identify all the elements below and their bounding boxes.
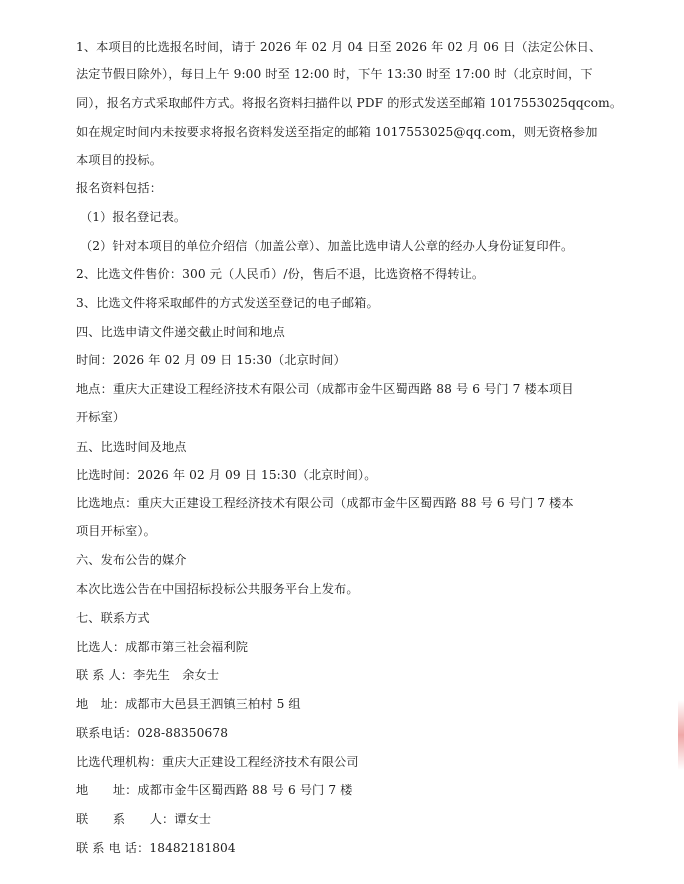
text-line: （2）针对本项目的单位介绍信（加盖公章）、加盖比选申请人公章的经办人身份证复印件。: [80, 239, 574, 253]
contact-line: 联 系 人：李先生 余女士: [76, 668, 220, 682]
text-line: 比选时间：2026 年 02 月 09 日 15:30（北京时间）。: [76, 468, 377, 482]
text-line: 3、比选文件将采取邮件的方式发送至登记的电子邮箱。: [76, 296, 379, 310]
seal-edge-mark: [678, 700, 684, 770]
text-line: 1、本项目的比选报名时间，请于 2026 年 02 月 04 日至 2026 年 02 月 06 日（法定公休日、: [76, 40, 602, 54]
text-line: 时间：2026 年 02 月 09 日 15:30（北京时间）: [76, 353, 346, 367]
text-line: 报名资料包括：: [76, 181, 163, 195]
text-line: 同），报名方式采取邮件方式。将报名资料扫描件以 PDF 的形式发送至邮箱 1017553025qqcom。: [76, 96, 623, 110]
text-line: 项目开标室）。: [76, 524, 156, 538]
text-line: （1）报名登记表。: [80, 210, 187, 224]
contact-line: 比选人：成都市第三社会福利院: [76, 640, 249, 654]
text-line: 如在规定时间内未按要求将报名资料发送至指定的邮箱 1017553025@qq.com，则无资格参加: [76, 125, 598, 139]
text-line: 比选地点：重庆大正建设工程经济技术有限公司（成都市金牛区蜀西路 88 号 6 号门 7 楼本: [76, 496, 574, 510]
text-line: 法定节假日除外），每日上午 9:00 时至 12:00 时，下午 13:30 时至 17:00 时（北京时间，下: [76, 67, 593, 81]
text-line: 开标室）: [76, 410, 126, 424]
section-heading: 五、比选时间及地点: [76, 440, 187, 454]
contact-line: 地 址：成都市金牛区蜀西路 88 号 6 号门 7 楼: [76, 783, 353, 797]
section-heading: 六、发布公告的媒介: [76, 553, 187, 567]
section-heading: 七、联系方式: [76, 611, 150, 625]
text-line: 地点：重庆大正建设工程经济技术有限公司（成都市金牛区蜀西路 88 号 6 号门 7 楼本项目: [76, 382, 574, 396]
text-line: 本次比选公告在中国招标投标公共服务平台上发布。: [76, 582, 359, 596]
contact-line: 联 系 人：谭女士: [76, 812, 212, 826]
text-line: 2、比选文件售价：300 元（人民币）/份，售后不退，比选资格不得转让。: [76, 267, 485, 281]
text-line: 本项目的投标。: [76, 153, 163, 167]
section-heading: 四、比选申请文件递交截止时间和地点: [76, 325, 285, 339]
contact-line: 联系电话：028-88350678: [76, 726, 229, 740]
contact-line: 联 系 电 话：18482181804: [76, 841, 236, 855]
contact-line: 地 址：成都市大邑县王泗镇三柏村 5 组: [76, 697, 301, 711]
contact-line: 比选代理机构：重庆大正建设工程经济技术有限公司: [76, 755, 359, 769]
